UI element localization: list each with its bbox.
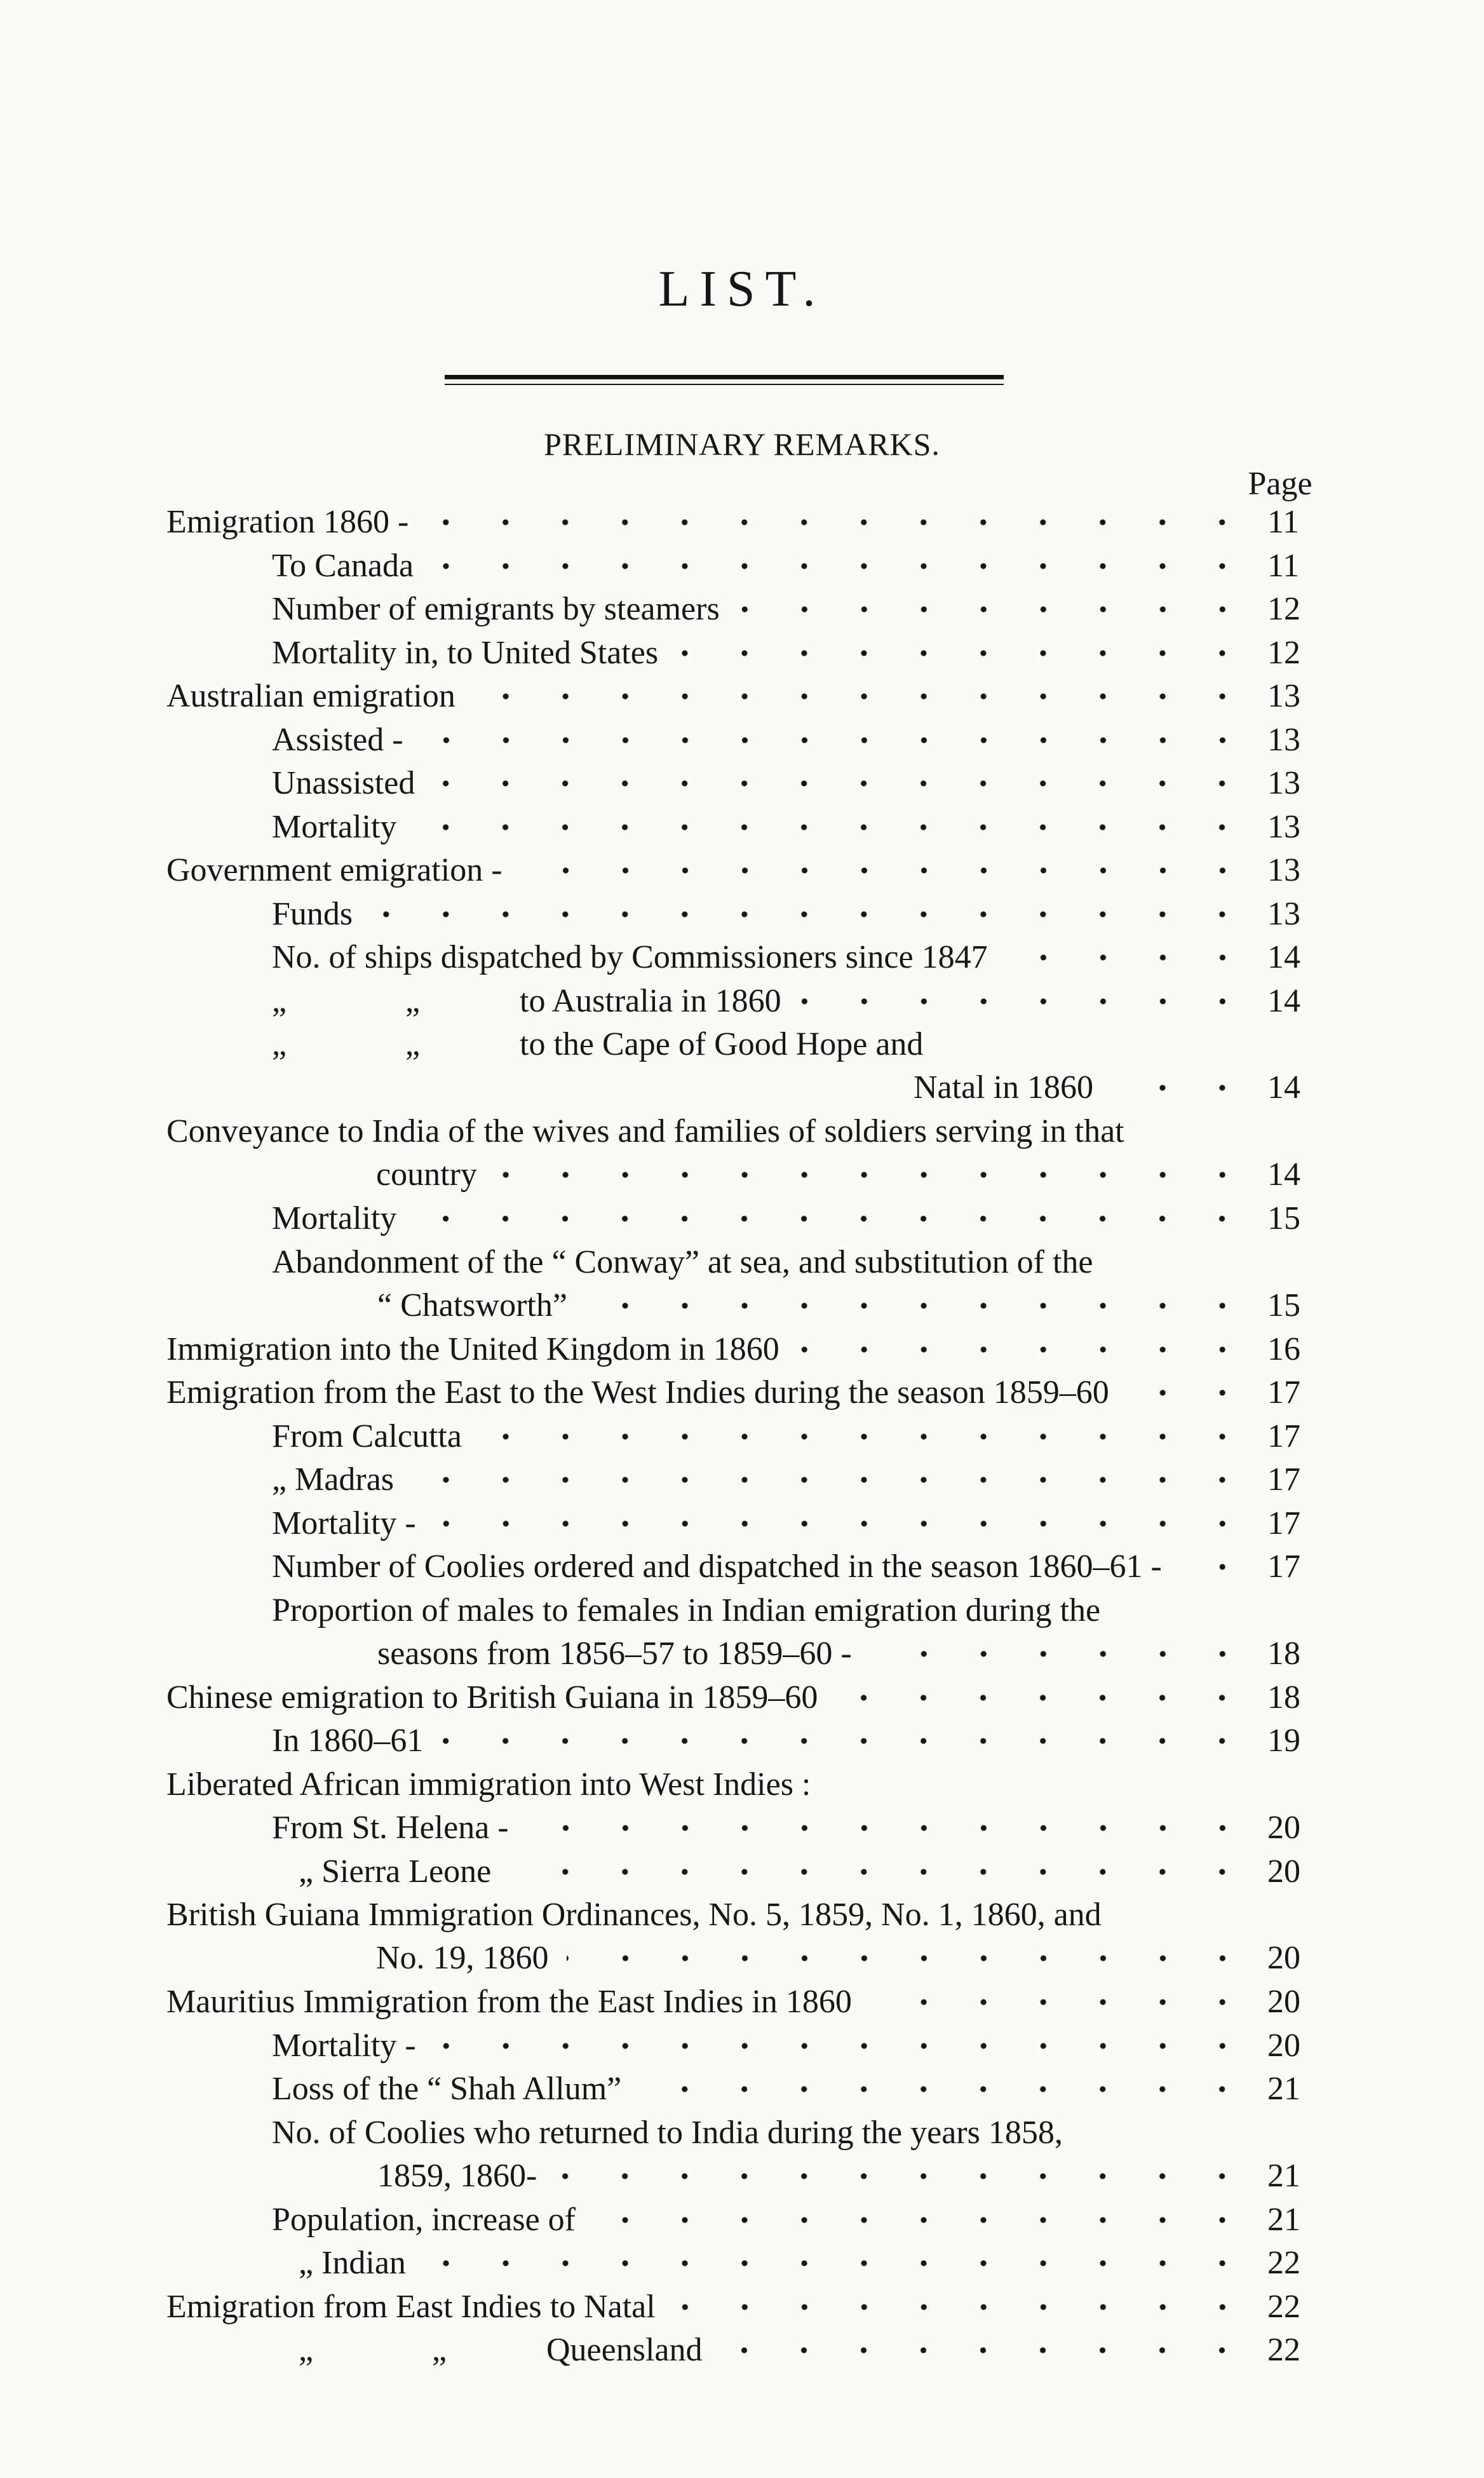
toc-page-number: 17	[1267, 1548, 1300, 1585]
dot-leader	[1127, 1390, 1252, 1396]
toc-entry	[0, 1589, 1484, 1676]
ditto-mark: „	[405, 1026, 421, 1062]
dot-leader	[421, 737, 1252, 743]
toc-entry-text: Government emigration -	[166, 852, 503, 888]
title-rule-thin	[445, 384, 1004, 385]
toc-entry	[0, 2329, 1484, 2372]
toc-page-number: 17	[1267, 1374, 1300, 1411]
toc-page-number: 14	[1267, 1156, 1300, 1193]
toc-entry-text: Number of Coolies ordered and dispatched in the season 1860–61 -	[272, 1548, 1162, 1585]
dot-leader	[835, 1695, 1252, 1701]
toc-entry	[0, 1763, 1484, 1806]
toc-entry-text: seasons from 1856–57 to 1859–60 -	[377, 1635, 852, 1672]
toc-entry	[0, 1676, 1484, 1719]
toc-entry-text: „ Madras	[272, 1461, 395, 1498]
dot-leader	[1111, 1085, 1252, 1091]
toc-entry-text: Immigration into the United Kingdom in 1860	[166, 1330, 779, 1367]
toc-entry	[0, 762, 1484, 805]
toc-entry	[0, 2242, 1484, 2285]
toc-entry-text: Unassisted	[272, 765, 415, 801]
dot-leader	[639, 2086, 1252, 2092]
dot-leader	[433, 780, 1252, 787]
toc-entry-text: Liberated African immigration into West Indies :	[166, 1766, 811, 1803]
toc-page-number: 21	[1267, 2201, 1300, 2238]
dot-leader	[870, 1651, 1252, 1657]
toc-page-number: 17	[1267, 1418, 1300, 1454]
dot-leader	[676, 650, 1252, 656]
dot-leader	[720, 2347, 1252, 2353]
toc-page-number: 16	[1267, 1330, 1300, 1367]
toc-page-number: 11	[1267, 504, 1300, 540]
toc-entry-text: Mauritius Immigration from the East Indies in 1860	[166, 1984, 852, 2020]
dot-leader	[1180, 1564, 1252, 1570]
dot-leader	[480, 1433, 1252, 1440]
toc-page-number: 18	[1267, 1679, 1300, 1716]
ditto-mark: „	[299, 2332, 314, 2368]
toc-page-number: 12	[1267, 634, 1300, 671]
toc-page-number: 11	[1267, 547, 1300, 584]
toc-entry-text: Funds	[272, 895, 353, 932]
toc-entry-text: Number of emigrants by steamers	[272, 591, 720, 627]
toc-entry-text: Conveyance to India of the wives and families of soldiers serving in that	[166, 1113, 1124, 1149]
toc-entry	[0, 1415, 1484, 1458]
dot-leader	[441, 1738, 1252, 1744]
toc-page-number: 20	[1267, 1810, 1300, 1846]
toc-entry-text: 1859, 1860-	[377, 2157, 537, 2194]
toc-page-number: 20	[1267, 2027, 1300, 2064]
dot-leader	[495, 1172, 1252, 1178]
toc-page-number: 13	[1267, 808, 1300, 845]
dot-leader	[593, 2217, 1252, 2223]
toc-page-number: 15	[1267, 1200, 1300, 1236]
toc-entry-text: to the Cape of Good Hope and	[520, 1026, 924, 1062]
toc-entry	[0, 1545, 1484, 1588]
toc-entry-text: country	[376, 1156, 477, 1193]
toc-entry	[0, 501, 1484, 544]
toc-entry	[0, 1371, 1484, 1414]
dot-leader	[527, 1825, 1252, 1831]
toc-entry	[0, 588, 1484, 631]
toc-entry	[0, 1197, 1484, 1240]
toc-entry-text: From St. Helena -	[272, 1810, 509, 1846]
toc-page-number: 20	[1267, 1984, 1300, 2020]
toc-entry-text: Mortality -	[272, 2027, 416, 2064]
toc-entry-text: No. 19, 1860	[376, 1940, 549, 1976]
toc-page-number: 22	[1267, 2288, 1300, 2325]
toc-entry	[0, 980, 1484, 1023]
dot-leader	[799, 998, 1252, 1005]
toc-entry-text: Chinese emigration to British Guiana in 1859–60	[166, 1679, 818, 1716]
toc-entry	[0, 1502, 1484, 1545]
toc-entry-text: Proportion of males to females in Indian emigration during the	[272, 1592, 1101, 1628]
toc-entry	[0, 849, 1484, 892]
toc-entry	[0, 545, 1484, 588]
toc-page-number: 13	[1267, 678, 1300, 714]
dot-leader	[870, 1999, 1252, 2005]
ditto-mark: „	[405, 982, 421, 1019]
toc-entry-text: Abandonment of the “ Conway” at sea, and substitution of the	[272, 1243, 1093, 1280]
toc-page-number: 18	[1267, 1635, 1300, 1672]
dot-leader	[426, 519, 1252, 525]
page-column-header: Page	[1248, 466, 1312, 502]
toc-page-number: 13	[1267, 852, 1300, 888]
dot-leader	[520, 867, 1252, 874]
toc-entry	[0, 806, 1484, 849]
dot-leader	[567, 1955, 1252, 1961]
toc-entry	[0, 1328, 1484, 1371]
toc-page-number: 17	[1267, 1505, 1300, 1541]
toc-page-number: 15	[1267, 1287, 1300, 1324]
toc-entry-text: Loss of the “ Shah Allum”	[272, 2071, 622, 2107]
toc-entry-text: No. of Coolies who returned to India during the years 1858,	[272, 2114, 1063, 2151]
toc-entry	[0, 1806, 1484, 1850]
toc-entry-text: Emigration from the East to the West Indies during the season 1859–60	[166, 1374, 1109, 1411]
toc-entry-text: „ Indian	[299, 2245, 406, 2281]
dot-leader	[424, 2260, 1252, 2266]
toc-entry-text: Emigration 1860 -	[166, 504, 409, 540]
toc-entry-text: Mortality	[272, 808, 397, 845]
dot-leader	[370, 911, 1252, 917]
toc-entry-text: Queensland	[546, 2332, 703, 2368]
toc-page-number: 13	[1267, 721, 1300, 758]
toc-entry	[0, 1458, 1484, 1501]
toc-entry-text: Mortality in, to United States	[272, 634, 659, 671]
dot-leader	[509, 1869, 1252, 1875]
toc-entry-text: to Australia in 1860	[520, 982, 781, 1019]
dot-leader	[412, 1477, 1252, 1483]
page-title: LIST.	[658, 261, 826, 317]
dot-leader	[738, 606, 1252, 613]
toc-page-number: 12	[1267, 591, 1300, 627]
toc-entry-text: Australian emigration	[166, 678, 455, 714]
ditto-mark: „	[272, 1026, 287, 1062]
toc-page-number: 22	[1267, 2245, 1300, 2281]
toc-entry	[0, 2285, 1484, 2329]
toc-entry-text: No. of ships dispatched by Commissioners since 1847	[272, 939, 988, 975]
section-title: PRELIMINARY REMARKS.	[544, 426, 940, 462]
toc-entry	[0, 2198, 1484, 2242]
toc-entry	[0, 1110, 1484, 1196]
toc-entry	[0, 936, 1484, 979]
toc-entry-text: Emigration from East Indies to Natal	[166, 2288, 656, 2325]
ditto-mark: „	[272, 982, 287, 1019]
toc-entry-text: Mortality	[272, 1200, 397, 1236]
toc-page-number: 22	[1267, 2332, 1300, 2368]
dot-leader	[555, 2173, 1252, 2179]
toc-entry-text: Natal in 1860	[914, 1069, 1094, 1106]
toc-entry-text: In 1860–61	[272, 1723, 424, 1759]
toc-entry	[0, 1241, 1484, 1327]
toc-page-number: 13	[1267, 765, 1300, 801]
dot-leader	[431, 563, 1252, 569]
dot-leader	[434, 2043, 1252, 2049]
dot-leader	[473, 693, 1252, 700]
toc-entry-text: Mortality -	[272, 1505, 416, 1541]
toc-page-number: 14	[1267, 939, 1300, 975]
toc-entry	[0, 1719, 1484, 1763]
toc-entry	[0, 2111, 1484, 2198]
toc-entry-text: From Calcutta	[272, 1418, 462, 1454]
dot-leader	[1006, 954, 1252, 961]
toc-page-number: 14	[1267, 982, 1300, 1019]
dot-leader	[673, 2304, 1252, 2310]
ditto-mark: „	[432, 2332, 447, 2368]
title-rule-thick	[445, 375, 1004, 379]
toc-entry-text: Assisted -	[272, 721, 403, 758]
toc-entry	[0, 2068, 1484, 2111]
toc-entry-text: “ Chatsworth”	[377, 1287, 567, 1324]
toc-entry	[0, 1023, 1484, 1109]
toc-entry-text: British Guiana Immigration Ordinances, No. 5, 1859, No. 1, 1860, and	[166, 1897, 1102, 1933]
toc-page-number: 21	[1267, 2071, 1300, 2107]
toc-page-number: 19	[1267, 1723, 1300, 1759]
toc-entry	[0, 2024, 1484, 2068]
toc-entry	[0, 1850, 1484, 1893]
toc-page-number: 21	[1267, 2157, 1300, 2194]
toc-entry	[0, 675, 1484, 718]
toc-page-number: 17	[1267, 1461, 1300, 1498]
dot-leader	[434, 1520, 1252, 1527]
toc-page-number: 20	[1267, 1853, 1300, 1890]
toc-entry-text: „ Sierra Leone	[299, 1853, 492, 1890]
dot-leader	[414, 1215, 1252, 1222]
toc-entry-text: Population, increase of	[272, 2201, 576, 2238]
toc-entry	[0, 1893, 1484, 1980]
toc-entry-text: To Canada	[272, 547, 414, 584]
dot-leader	[585, 1303, 1252, 1309]
toc-entry	[0, 1980, 1484, 2024]
dot-leader	[797, 1346, 1252, 1353]
toc-entry	[0, 632, 1484, 675]
dot-leader	[414, 824, 1252, 830]
toc-page-number: 13	[1267, 895, 1300, 932]
toc-page-number: 14	[1267, 1069, 1300, 1106]
toc-entry	[0, 719, 1484, 762]
toc-page-number: 20	[1267, 1940, 1300, 1976]
toc-entry	[0, 893, 1484, 936]
